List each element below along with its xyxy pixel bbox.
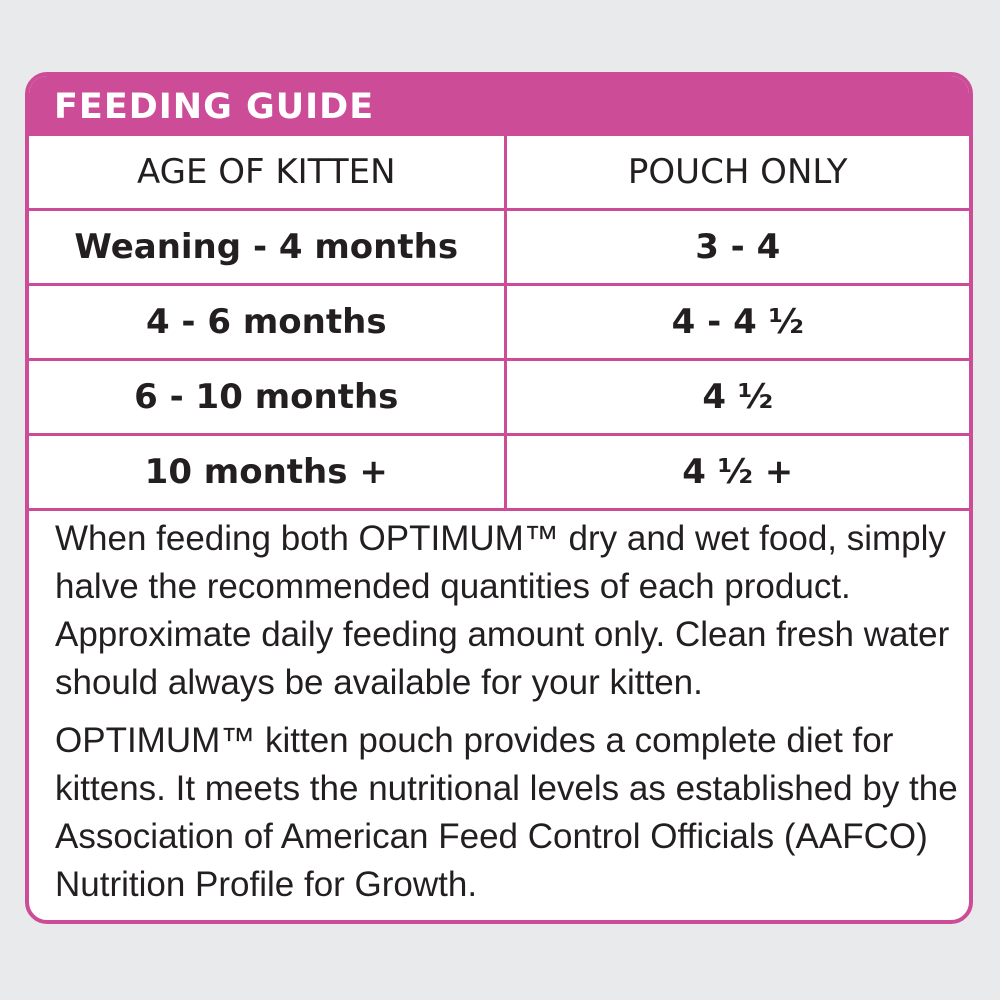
feeding-note-aafco: OPTIMUM™ kitten pouch provides a complete diet for kittens. It meets the nutritional levels as established by the Association of American Feed Control Officials (AAFCO) Nutrition Profile for Growth.: [55, 720, 958, 904]
pouch-cell: 4 ½ +: [505, 434, 969, 509]
pouch-cell: 4 ½: [505, 359, 969, 434]
pouch-cell: 3 - 4: [505, 209, 969, 284]
age-cell: 4 - 6 months: [29, 284, 505, 359]
table-row: [29, 284, 969, 359]
feeding-guide-card: [25, 72, 973, 924]
pouch-cell: 4 - 4 ½: [505, 284, 969, 359]
age-cell: Weaning - 4 months: [29, 209, 505, 284]
table-row: [29, 434, 969, 509]
age-cell: 6 - 10 months: [29, 359, 505, 434]
table-header-row: [29, 136, 969, 209]
table-row: [29, 359, 969, 434]
feeding-guide-table: [29, 136, 969, 511]
feeding-guide-title: FEEDING GUIDE: [29, 76, 969, 136]
feeding-note-mixed: When feeding both OPTIMUM™ dry and wet food, simply halve the recommended quantities of each product. Approximate daily feeding amount only. Clean fresh water should always be available for your kitten.: [55, 518, 950, 702]
column-header-age: AGE OF KITTEN: [29, 136, 505, 209]
table-row: [29, 209, 969, 284]
column-header-pouch: POUCH ONLY: [505, 136, 969, 209]
feeding-notes: [29, 511, 969, 909]
age-cell: 10 months +: [29, 434, 505, 509]
